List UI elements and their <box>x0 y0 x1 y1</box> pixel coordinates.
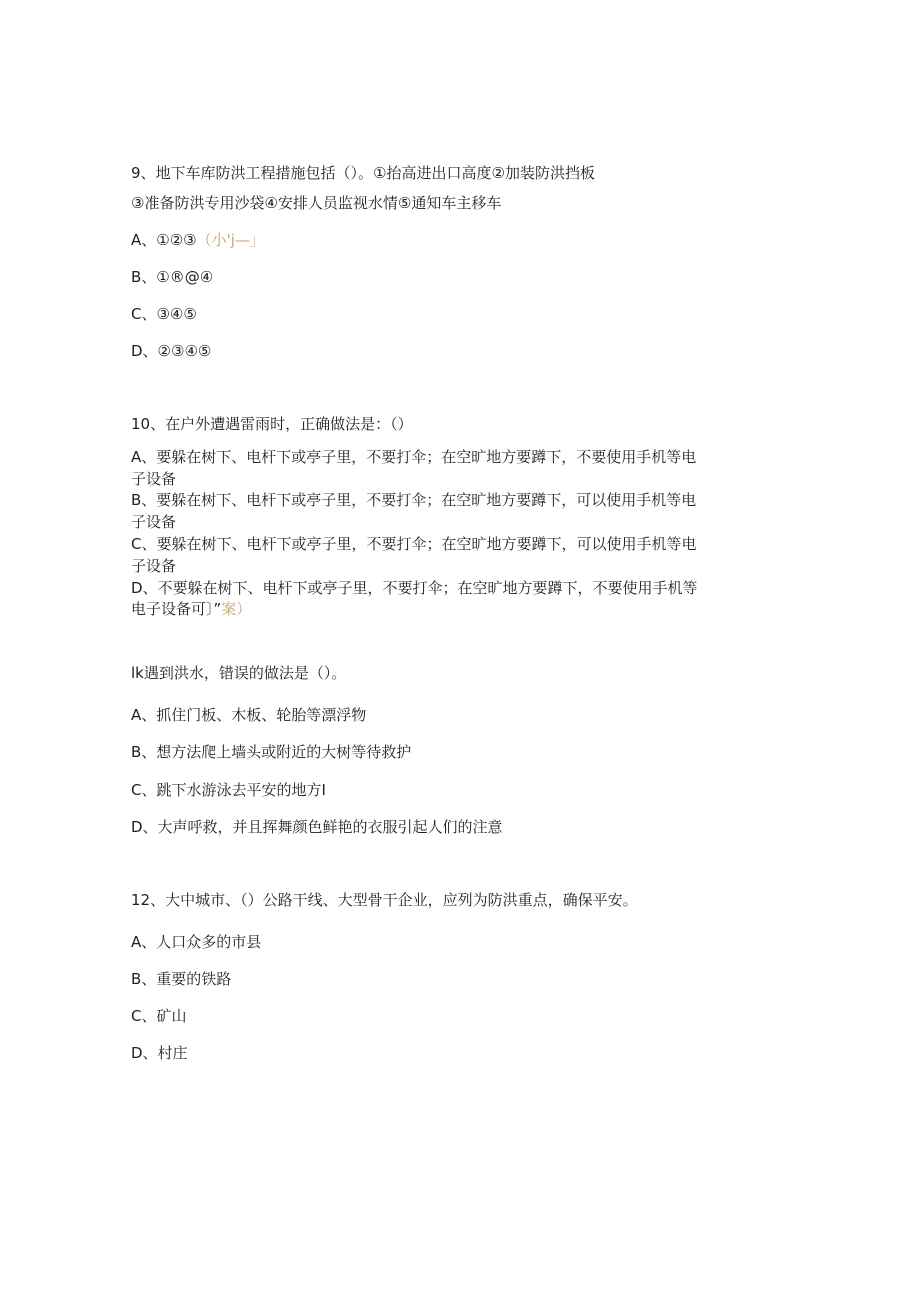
question-9-stem-line-2: ③准备防洪专用沙袋④安排人员监视水情⑤通知车主移车 <box>131 194 502 212</box>
question-12-option-a: A、人口众多的市县 <box>131 933 262 951</box>
question-10-option-b-line-1: B、要躲在树下、电杆下或亭子里，不要打伞；在空旷地方要蹲下，可以使用手机等电 <box>131 491 697 509</box>
question-10-option-d-line-2 <box>131 598 251 620</box>
question-9-answer-mark: （小'j—」 <box>196 231 265 249</box>
question-10-option-d-line-1: D、不要躲在树下、电杆下或亭子里，不要打伞；在空旷地方要蹲下，不要使用手机等 <box>131 579 698 597</box>
question-10-option-b-line-2: 子设备 <box>131 513 177 531</box>
question-10-option-d-text: 电子设备可〕” <box>131 600 222 618</box>
question-11-option-a: A、抓住门板、木板、轮胎等漂浮物 <box>131 706 367 724</box>
question-9-stem-line-1: 9、地下车库防洪工程措施包括（）。①抬高进出口高度②加装防洪挡板 <box>131 164 595 182</box>
question-9-option-d: D、②③④⑤ <box>131 342 212 360</box>
question-10-stem: 10、在户外遭遇雷雨时，正确做法是：（） <box>131 415 413 433</box>
question-10-option-c-line-2: 子设备 <box>131 557 177 575</box>
question-12-option-c: C、矿山 <box>131 1007 187 1025</box>
question-11-option-c: C、跳下水游泳去平安的地方I <box>131 781 326 799</box>
question-11-option-b: B、想方法爬上墙头或附近的大树等待救护 <box>131 743 412 761</box>
question-9-option-c: C、③④⑤ <box>131 305 197 323</box>
question-10-option-a-line-1: A、要躲在树下、电杆下或亭子里，不要打伞；在空旷地方要蹲下，不要使用手机等电 <box>131 448 697 466</box>
question-12-stem: 12、大中城市、（）公路干线、大型骨干企业，应列为防洪重点，确保平安。 <box>131 891 638 909</box>
question-9-option-a <box>131 229 265 251</box>
question-10-option-a-line-2: 子设备 <box>131 470 177 488</box>
question-10-answer-mark: 案） <box>221 600 252 618</box>
question-11-option-d: D、大声呼救，并且挥舞颜色鲜艳的衣服引起人们的注意 <box>131 818 503 836</box>
question-9-option-a-text: A、①②③ <box>131 231 197 249</box>
question-12-option-d: D、村庄 <box>131 1044 188 1062</box>
question-12-option-b: B、重要的铁路 <box>131 970 232 988</box>
question-9-option-b: B、①®@④ <box>131 268 214 286</box>
question-10-option-c-line-1: C、要躲在树下、电杆下或亭子里，不要打伞；在空旷地方要蹲下，可以使用手机等电 <box>131 535 697 553</box>
question-11-stem: lk遇到洪水，错误的做法是（）。 <box>131 664 347 682</box>
